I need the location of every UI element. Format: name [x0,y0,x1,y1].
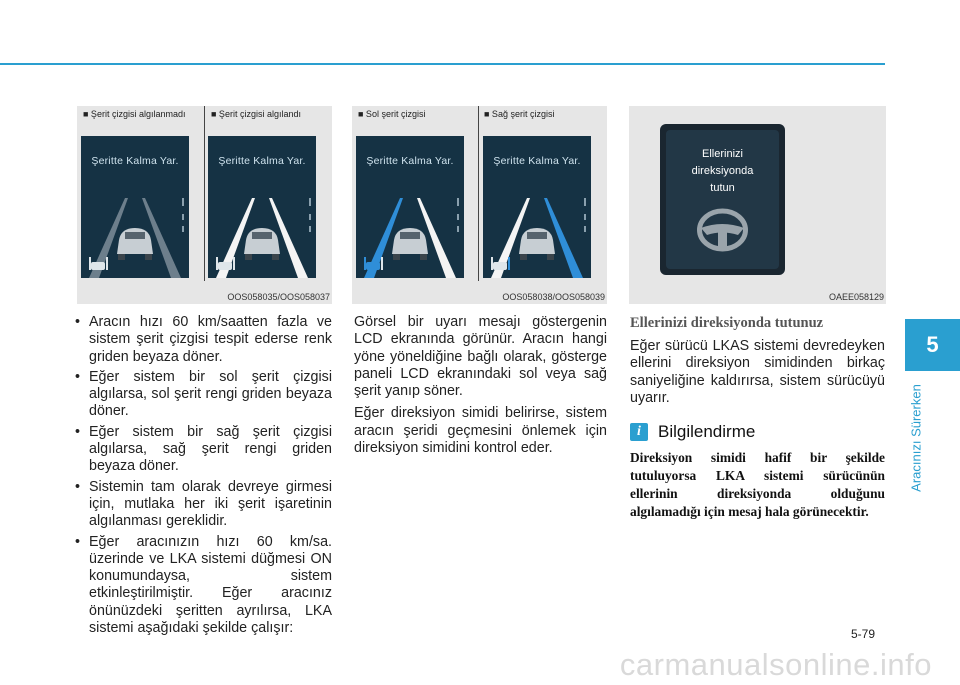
figure-lane-detection [77,106,332,304]
figure-code: OAEE058129 [828,292,884,302]
chapter-number-tab: 5 [905,319,960,371]
warning-screen [666,130,779,269]
info-title: Bilgilendirme [658,422,756,442]
list-item: • Eğer sistem bir sağ şerit çizgisi algılarsa, sağ şerit rengi griden beyaza döner. [75,424,332,476]
paragraph: Eğer direksiyon simidi belirirse, sistem aracın şeridi geçmesini önlemek için direksiyon simidini kontrol eder. [354,405,607,457]
figure-caption: ■ Sol şerit çizgisi [358,109,426,119]
cluster-screen [208,136,316,278]
car-icon [244,228,280,260]
list-item: • Eğer sistem bir sol şerit çizgisi algılarsa, sol şerit rengi griden beyaza döner. [75,369,332,421]
paragraph: Görsel bir uyarı mesajı göstergenin LCD ekranında görünür. Aracın hangi yöne yöneldiğine bağlı olarak, gösterge paneli LCD ekranındaki sol veya sağ şerit yanıp söner. [354,314,607,400]
section-heading: Ellerinizi direksiyonda tutunuz [630,315,824,331]
watermark: carmanualsonline.info [619,647,932,682]
screen-title: Şeritte Kalma Yar. [493,155,581,167]
cluster-screen [81,136,189,278]
header-rule [0,63,885,65]
warning-message: Ellerinizi direksiyonda tutun [691,148,754,194]
figure-code: OOS058038/OOS058039 [502,292,605,302]
car-icon [519,228,555,260]
figure-divider [478,106,479,281]
column-1 [75,314,332,640]
screen-title: Şeritte Kalma Yar. [218,155,306,167]
figure-lane-departure [352,106,607,304]
gauge-ticks [584,198,586,232]
car-icon [117,228,153,260]
bullet-list [75,314,332,637]
figure-caption: ■ Sağ şerit çizgisi [484,109,555,119]
cluster-screen [483,136,591,278]
list-item: • Eğer aracınızın hızı 60 km/sa. üzerinde ve LKA sistemi düğmesi ON konumundaysa, sistem etkinleştirilmiştir. Eğer aracınız önünüzdeki şeritten ayrılırsa, LKA sistemi aşağıdaki şekilde çalışır: [75,534,332,638]
gauge-ticks [309,198,311,232]
column-3 [630,314,885,521]
info-text: Direksiyon simidi hafif bir şekilde tutuluyorsa LKA sistemi sürücünün ellerinin direksiyonda olduğunu algılamadığı için mesaj hala görünecektir. [630,450,885,520]
column-2 [354,314,607,462]
figure-caption: ■ Şerit çizgisi algılandı [211,109,301,119]
info-header [630,422,885,442]
paragraph: Eğer sürücü LKAS sistemi devredeyken ellerini direksiyon simidinden birkaç saniyeliğine kaldırırsa, sistem sürücüyü uyarır. [630,338,885,406]
list-item: • Sistemin tam olarak devreye girmesi için, mutlaka her iki şerit işaretinin algılanması gereklidir. [75,479,332,531]
warning-display [660,124,785,275]
figure-code: OOS058035/OOS058037 [227,292,330,302]
list-item: • Aracın hızı 60 km/saatten fazla ve sistem şerit çizgisi tespit ederse renk griden beyaza döner. [75,314,332,366]
steering-wheel-icon [696,208,749,252]
screen-title: Şeritte Kalma Yar. [366,155,454,167]
chapter-title-vertical [907,378,925,498]
figure-hands-on-warning [629,106,886,304]
gauge-ticks [182,198,184,232]
page-number: 5-79 [851,627,876,641]
figure-caption: ■ Şerit çizgisi algılanmadı [83,109,186,119]
chapter-title: Aracınızı Sürerken [908,384,924,492]
cluster-screen [356,136,464,278]
figure-divider [204,106,205,281]
info-icon: i [630,423,648,441]
screen-title: Şeritte Kalma Yar. [91,155,179,167]
car-icon [392,228,428,260]
gauge-ticks [457,198,459,232]
